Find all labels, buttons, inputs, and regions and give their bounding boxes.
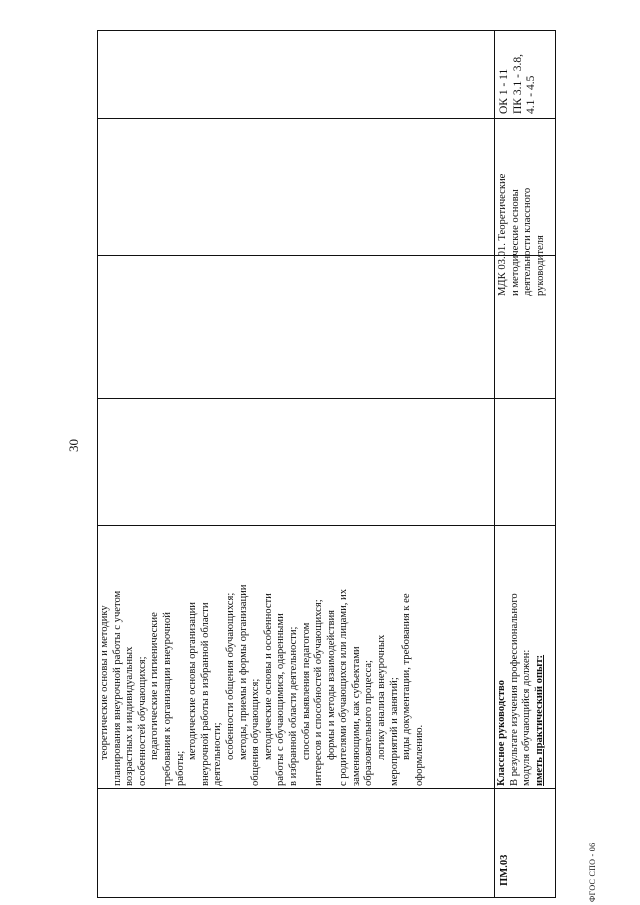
mdk-cell: [497, 174, 547, 296]
knowledge-line: работы с обучающимися, одаренными: [275, 613, 287, 786]
module-description: [496, 593, 546, 786]
module-code-text: ПМ.03: [499, 854, 510, 886]
knowledge-line: работы;: [174, 750, 186, 786]
practice-label: иметь практический опыт:: [533, 654, 545, 786]
competency-cell: [498, 54, 539, 114]
competency-line: ОК 1 - 11: [498, 68, 510, 114]
knowledge-list: [99, 585, 426, 786]
knowledge-line: теоретические основы и методику: [99, 605, 110, 760]
mdk-line: МДК 03.01. Теоретические: [497, 173, 508, 296]
knowledge-line: особенности общения обучающихся;: [224, 592, 236, 760]
table-col-divider: [97, 255, 556, 256]
knowledge-line: внеурочной работы в избранной области: [199, 602, 211, 786]
module-title: Классное руководство: [496, 680, 507, 786]
knowledge-line: планирования внеурочной работы с учетом: [111, 590, 123, 786]
table-border-left: [97, 897, 556, 898]
knowledge-line: мероприятий и занятий;: [388, 677, 400, 786]
knowledge-line: возрастных и индивидуальных: [124, 646, 136, 786]
table-border-bottom: [555, 30, 556, 898]
page-number: 30: [66, 439, 81, 452]
module-intro-line: В результате изучения профессионального: [508, 593, 520, 786]
knowledge-line: методические основы организации: [187, 602, 199, 760]
table-border-right: [97, 30, 556, 31]
knowledge-line: педагогические и гигиенические: [149, 612, 161, 760]
mdk-line: и методические основы: [509, 189, 521, 296]
mdk-line: деятельности классного: [522, 187, 534, 296]
knowledge-line: оформлению.: [413, 724, 425, 786]
table-border-top: [97, 30, 98, 898]
table-col-divider: [97, 118, 556, 119]
knowledge-line: требования к организации внеурочной: [161, 612, 173, 786]
knowledge-line: особенностей обучающихся;: [136, 656, 148, 786]
module-intro-line: модуля обучающийся должен:: [521, 649, 533, 786]
knowledge-line: способы выявления педагогом: [300, 622, 312, 760]
footer-label: ФГОС СПО - 06: [588, 842, 597, 902]
knowledge-line: методические основы и особенности: [262, 593, 274, 760]
table-col-divider: [97, 788, 556, 789]
knowledge-line: в избранной области деятельности;: [287, 626, 299, 786]
knowledge-line: деятельности;: [212, 722, 224, 786]
knowledge-line: образовательного процесса;: [363, 660, 375, 786]
knowledge-line: общения обучающихся;: [250, 678, 262, 786]
competency-line: 4.1 - 4.5: [525, 75, 537, 114]
knowledge-line: виды документации, требования к ее: [401, 593, 413, 760]
knowledge-line: интересов и способностей обучающихся;: [313, 599, 325, 786]
knowledge-line: методы, приемы и формы организации: [237, 584, 249, 760]
knowledge-line: логику анализа внеурочных: [376, 634, 388, 760]
mdk-line: руководителя: [534, 235, 546, 296]
module-code: [499, 855, 512, 886]
knowledge-line: заменяющими, как субъектами: [350, 646, 362, 786]
competency-line: ПК 3.1 - 3.8,: [511, 53, 524, 114]
knowledge-line: формы и методы взаимодействия: [325, 609, 337, 760]
table-col-divider: [97, 525, 556, 526]
knowledge-line: с родителями обучающихся или лицами, их: [338, 588, 350, 786]
table-col-divider: [97, 398, 556, 399]
table-row-divider: [494, 30, 495, 898]
